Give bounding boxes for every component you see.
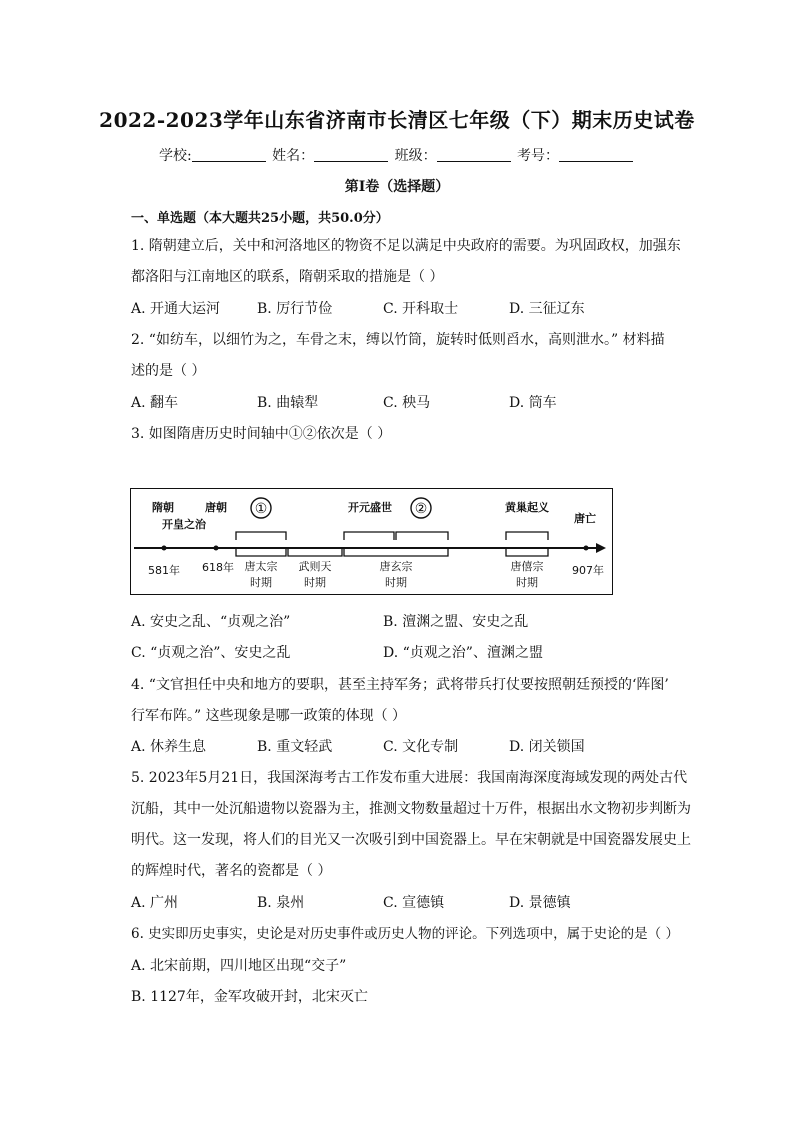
q3-option-b[interactable]: B. 澶渊之盟、安史之乱 (383, 614, 529, 630)
q4-option-d[interactable]: D. 闭关锁国 (509, 739, 585, 755)
year-907: 907年 (572, 564, 604, 577)
exam-title: 2022-2023学年山东省济南市长清区七年级（下）期末历史试卷 (99, 108, 695, 132)
q5-option-a[interactable]: A. 广州 (131, 895, 179, 911)
circled-2: ② (414, 500, 428, 516)
q2-line-2: 述的是（ ） (131, 363, 206, 379)
q4-option-b[interactable]: B. 重文轻武 (257, 739, 333, 755)
q2-option-d[interactable]: D. 筒车 (509, 395, 557, 411)
period-taizong-suffix: 时期 (250, 576, 272, 589)
circled-1: ① (254, 500, 268, 516)
q3-option-a[interactable]: A. 安史之乱、“贞观之治” (131, 614, 291, 630)
q5-line-2: 沉船，其中一处沉船遗物以瓷器为主，推测文物数量超过十万件，根据出水文物初步判断为 (131, 801, 691, 817)
q4-option-c[interactable]: C. 文化专制 (383, 739, 459, 755)
q5-option-c[interactable]: C. 宣德镇 (383, 895, 445, 911)
student-info-row (0, 145, 794, 165)
q1-option-b[interactable]: B. 厉行节俭 (257, 301, 333, 317)
school-blank (192, 147, 266, 162)
part-heading: 第Ⅰ卷（选择题） (344, 179, 450, 195)
q2-line-1: 2. “如纺车，以细竹为之，车骨之末，缚以竹筒，旋转时低则舀水，高则泄水。” 材料描 (131, 332, 665, 348)
section-heading: 一、单选题（本大题共25小题，共50.0分） (131, 211, 389, 226)
period-taizong-name: 唐太宗 (244, 560, 278, 573)
year-581: 581年 (148, 564, 180, 577)
q4-line-1: 4. “文官担任中央和地方的要职，甚至主持军务；武将带兵打仗要按照朝廷预授的‘阵图’ (131, 677, 669, 693)
q3-line-1: 3. 如图隋唐历史时间轴中①②依次是（ ） (131, 426, 392, 442)
q4-line-2: 行军布阵。” 这些现象是哪一政策的体现（ ） (131, 708, 407, 724)
school-label: 学校: (158, 148, 192, 164)
year-618: 618年 (202, 561, 234, 574)
q1-option-a[interactable]: A. 开通大运河 (131, 301, 221, 317)
q6-option-b[interactable]: B. 1127年，金军攻破开封，北宋灭亡 (131, 989, 368, 1005)
period-xuanzong-name: 唐玄宗 (379, 560, 413, 573)
label-kaiyuan: 开元盛世 (348, 501, 392, 514)
class-label: 班级： (394, 148, 437, 164)
q3-option-d[interactable]: D. “贞观之治”、澶渊之盟 (383, 645, 543, 661)
class-blank (437, 147, 511, 162)
point-581 (162, 546, 167, 551)
exam-no-blank (559, 147, 633, 162)
period-xuanzong-suffix: 时期 (385, 576, 407, 589)
period-xizong-name: 唐僖宗 (510, 560, 544, 573)
label-kaihuang: 开皇之治 (162, 518, 206, 531)
name-blank (314, 147, 388, 162)
q5-line-1: 5. 2023年5月21日，我国深海考古工作发布重大进展：我国南海深度海域发现的两处古代 (131, 770, 688, 786)
name-label: 姓名： (272, 148, 315, 164)
q1-option-c[interactable]: C. 开科取士 (383, 301, 459, 317)
label-tangwang: 唐亡 (574, 512, 596, 525)
q2-option-a[interactable]: A. 翻车 (131, 395, 179, 411)
q5-option-b[interactable]: B. 泉州 (257, 895, 305, 911)
q5-line-4: 的辉煌时代，著名的瓷都是（ ） (131, 863, 332, 879)
q2-option-c[interactable]: C. 秧马 (383, 395, 431, 411)
q6-option-a[interactable]: A. 北宋前期，四川地区出现“交子” (131, 958, 347, 974)
q1-option-d[interactable]: D. 三征辽东 (509, 301, 585, 317)
q3-option-c[interactable]: C. “贞观之治”、安史之乱 (131, 645, 291, 661)
period-wuzetian-name: 武则天 (298, 560, 332, 573)
period-xizong-suffix: 时期 (516, 576, 538, 589)
q1-line-1: 1. 隋朝建立后，关中和河洛地区的物资不足以满足中央政府的需要。为巩固政权，加强东 (131, 238, 681, 254)
point-618 (214, 546, 219, 551)
q2-option-b[interactable]: B. 曲辕犁 (257, 395, 319, 411)
q6-line-1: 6. 史实即历史事实，史论是对历史事件或历史人物的评论。下列选项中，属于史论的是（ ） (131, 926, 679, 942)
q4-option-a[interactable]: A. 休养生息 (131, 739, 207, 755)
point-907 (584, 546, 589, 551)
q1-line-2: 都洛阳与江南地区的联系，隋朝采取的措施是（ ） (131, 269, 444, 285)
label-tang: 唐朝 (205, 501, 227, 514)
label-huangchao: 黄巢起义 (505, 501, 549, 514)
q5-option-d[interactable]: D. 景德镇 (509, 895, 571, 911)
sui-tang-timeline-figure (130, 488, 613, 595)
exam-no-label: 考号： (517, 148, 560, 164)
q5-line-3: 明代。这一发现，将人们的目光又一次吸引到中国瓷器上。早在宋朝就是中国瓷器发展史上 (131, 832, 691, 848)
label-sui: 隋朝 (152, 501, 174, 514)
period-wuzetian-suffix: 时期 (304, 576, 326, 589)
